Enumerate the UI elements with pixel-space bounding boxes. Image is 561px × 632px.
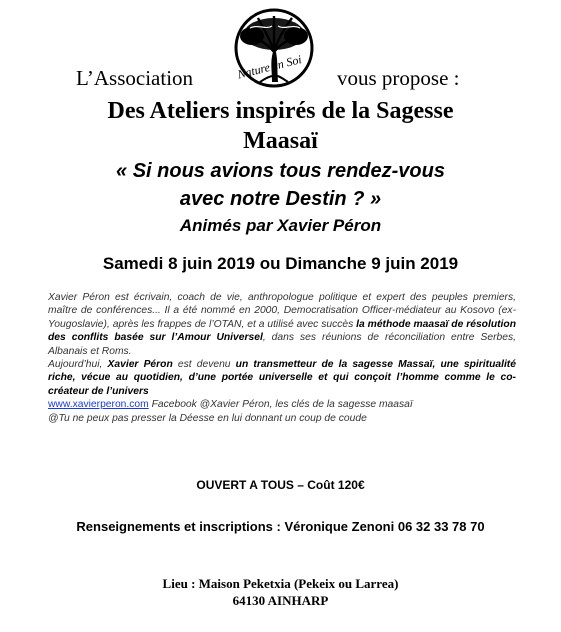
description-paragraph-3 <box>48 398 516 411</box>
open-to-all-price: OUVERT A TOUS – Coût 120€ <box>196 478 365 492</box>
description-paragraph-4: @Tu ne peux pas presser la Déesse en lui donnant un coup de coude <box>48 412 367 424</box>
desc-name: Xavier Péron <box>107 359 173 371</box>
desc-bold: la méthode maasaï de résolution des conflits basée sur l’Amour Universel <box>48 318 516 344</box>
intro-left-text: L’Association <box>76 66 194 90</box>
event-dates: Samedi 8 juin 2019 ou Dimanche 9 juin 2019 <box>102 254 459 273</box>
description-paragraph-1 <box>48 291 516 358</box>
title-line-1: Des Ateliers inspirés de la Sagesse <box>107 98 454 124</box>
desc-text: , dans ses réunions de réconciliation entre Serbes, Albanais et Roms. <box>48 332 516 357</box>
desc-bold: un transmetteur de la sagesse Massaï, une spiritualité riche, vécue au quotidien, d’une portée universelle et qui conçoit l’homme comme le co-créateur de l’univers <box>48 359 516 397</box>
location-line-2: 64130 AINHARP <box>232 593 329 608</box>
logo-text: Nature en Soi <box>236 52 304 82</box>
description <box>48 291 516 425</box>
location-line-1: Lieu : Maison Peketxia (Pekeix ou Larrea) <box>162 576 399 591</box>
quote-line-1: « Si nous avions tous rendez-vous <box>116 160 445 182</box>
animes-par: Animés par Xavier Péron <box>179 216 382 235</box>
registration-info: Renseignements et inscriptions : Véronique Zenoni 06 32 33 78 70 <box>76 519 485 534</box>
intro-right-text: vous propose : <box>337 66 460 90</box>
desc-text: Facebook @Xavier Péron, les clés de la sagesse maasaï <box>148 399 413 411</box>
desc-text: est devenu <box>172 359 236 371</box>
quote-line-2: avec notre Destin ? » <box>179 188 382 210</box>
desc-text: Aujourd’hui, <box>48 359 108 371</box>
title-line-2: Maasaï <box>243 128 318 154</box>
description-paragraph-2 <box>48 358 516 398</box>
desc-text: Xavier Péron est écrivain, coach de vie, anthropologue politique et expert des peuples premiers, maître de conférences... Il a été nommé en 2000, Democratisation Officer-médiateur au Kosovo (ex-Yougoslavie), après les frappes de l’OTAN, et a utilisé avec succès <box>48 292 516 330</box>
website-link[interactable]: www.xavierperon.com <box>48 399 149 411</box>
